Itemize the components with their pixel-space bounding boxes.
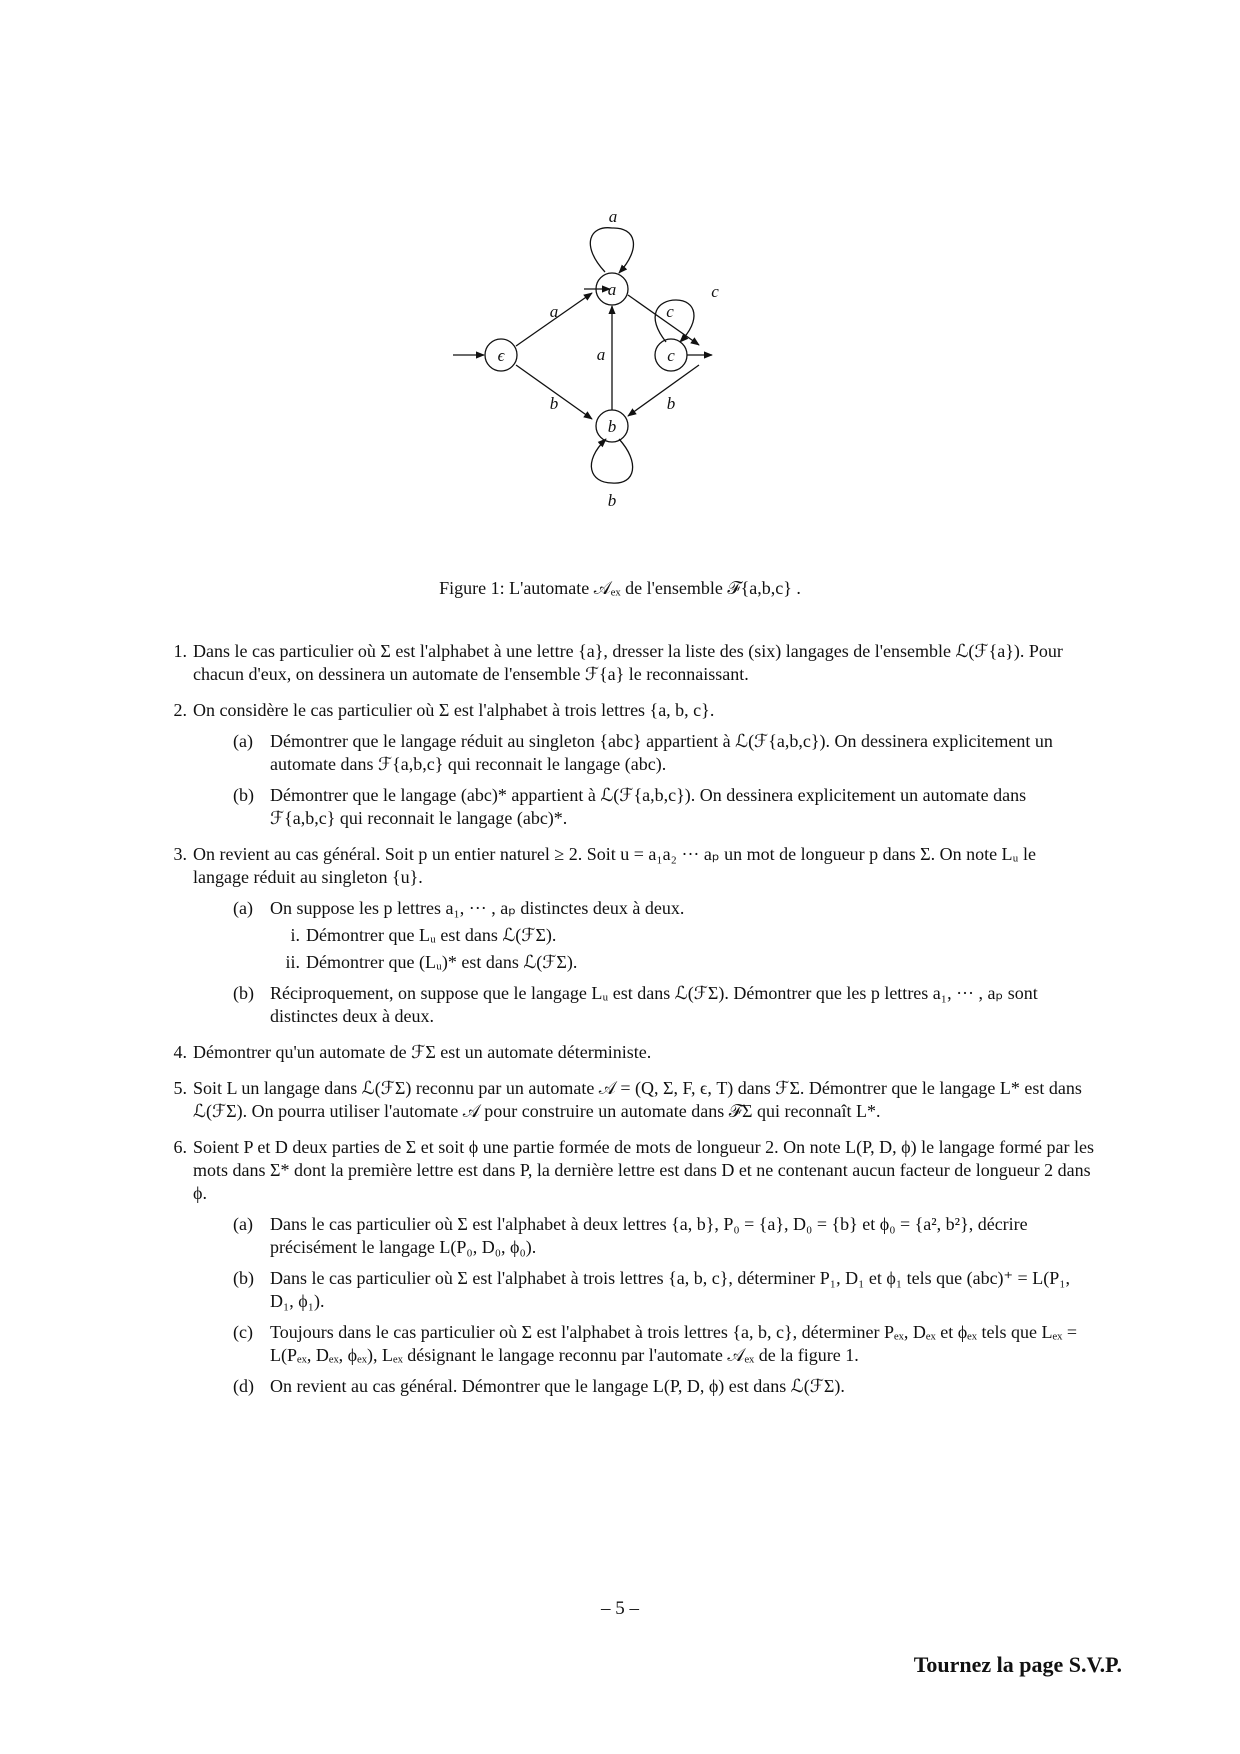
question-number: 4. xyxy=(173,1042,187,1062)
subquestion-text: On suppose les p lettres a₁, ··· , aₚ distinctes deux à deux. xyxy=(270,898,685,918)
question-text: Dans le cas particulier où Σ est l'alphabet à une lettre {a}, dresser la liste des (six) langages de l'ensemble ℒ(ℱ{a}). Pour chacun d'eux, on dessinera un automate de l'ensemble ℱ{a} le reconnaissant. xyxy=(193,641,1063,684)
question-text: Soient P et D deux parties de Σ et soit ϕ une partie formée de mots de longueur 2. On note L(P, D, ϕ) le langage formé par les mots dans Σ* dont la première lettre est dans P, la dernière lettre est dans D et ne contenant aucun facteur de longueur 2 dans ϕ. xyxy=(193,1137,1095,1203)
subquestion-label: (a) xyxy=(233,898,253,918)
subquestion-2b xyxy=(233,784,1095,830)
question-number: 6. xyxy=(173,1137,187,1157)
page-number: – 5 – xyxy=(601,1598,639,1619)
question-5 xyxy=(165,1077,1095,1123)
subquestion-3a-ii xyxy=(282,951,1095,974)
subquestion-text: Dans le cas particulier où Σ est l'alphabet à deux lettres {a, b}, P₀ = {a}, D₀ = {b} et ϕ₀ = {a², b²}, décrire précisément le langage L(P₀, D₀, ϕ₀). xyxy=(270,1214,1028,1257)
subquestion-label: (b) xyxy=(233,983,254,1003)
subsubquestion-text: Démontrer que Lᵤ est dans ℒ(ℱΣ). xyxy=(306,925,557,945)
question-number: 1. xyxy=(173,641,187,661)
subquestion-3b xyxy=(233,982,1095,1028)
automaton-figure xyxy=(440,207,800,565)
edge-label-loop-b: b xyxy=(607,491,617,510)
subquestion-2a xyxy=(233,730,1095,776)
edge-label-eps-b: b xyxy=(549,394,559,413)
subquestion-text: Toujours dans le cas particulier où Σ est l'alphabet à trois lettres {a, b, c}, déterminer Pₑₓ, Dₑₓ et ϕₑₓ tels que Lₑₓ = L(Pₑₓ, Dₑₓ, ϕₑₓ), Lₑₓ désignant le langage reconnu par l'automate 𝒜ₑₓ de la figure 1. xyxy=(270,1322,1077,1365)
question-number: 2. xyxy=(173,700,187,720)
subquestion-text: Démontrer que le langage réduit au singleton {abc} appartient à ℒ(ℱ{a,b,c}). On dessinera explicitement un automate dans ℱ{a,b,c} qui reconnait le langage (abc). xyxy=(270,731,1053,774)
state-a-label: a xyxy=(607,280,617,299)
state-b-label: b xyxy=(607,417,617,436)
figure-caption: Figure 1: L'automate 𝒜ₑₓ de l'ensemble ℱ{a,b,c} . xyxy=(439,578,801,598)
question-text: Soit L un langage dans ℒ(ℱΣ) reconnu par un automate 𝒜 = (Q, Σ, F, ϵ, T) dans ℱΣ. Démontrer que le langage L* est dans ℒ(ℱΣ). On pourra utiliser l'automate 𝒜 pour construire un automate dans ℱΣ qui reconnaît L*. xyxy=(193,1078,1082,1121)
question-text: Démontrer qu'un automate de ℱΣ est un automate déterministe. xyxy=(193,1042,652,1062)
edge-c-b xyxy=(628,365,699,416)
loop-a xyxy=(590,228,633,273)
subquestion-label: (a) xyxy=(233,731,253,751)
turn-page-note: Tournez la page S.V.P. xyxy=(913,1652,1122,1677)
subquestion-label: (c) xyxy=(233,1322,253,1342)
subsubquestion-label: i. xyxy=(290,925,300,945)
question-text: On considère le cas particulier où Σ est l'alphabet à trois lettres {a, b, c}. xyxy=(193,700,715,720)
edge-label-a-c: c xyxy=(666,302,674,321)
subquestion-text: On revient au cas général. Démontrer que le langage L(P, D, ϕ) est dans ℒ(ℱΣ). xyxy=(270,1376,845,1396)
question-3 xyxy=(165,843,1095,1028)
loop-b xyxy=(591,439,632,483)
subquestion-text: Dans le cas particulier où Σ est l'alphabet à trois lettres {a, b, c}, déterminer P₁, D₁ et ϕ₁ tels que (abc)⁺ = L(P₁, D₁, ϕ₁). xyxy=(270,1268,1070,1311)
subquestion-text: Réciproquement, on suppose que le langage Lᵤ est dans ℒ(ℱΣ). Démontrer que les p lettres a₁, ··· , aₚ sont distinctes deux à deux. xyxy=(270,983,1038,1026)
edge-label-loop-c: c xyxy=(711,282,719,301)
edge-label-eps-a: a xyxy=(549,302,559,321)
subquestion-6d xyxy=(233,1375,1095,1398)
edge-label-loop-a: a xyxy=(608,207,618,226)
subquestion-6b xyxy=(233,1267,1095,1313)
edge-label-c-b: b xyxy=(666,394,676,413)
question-number: 3. xyxy=(173,844,187,864)
subquestion-6c xyxy=(233,1321,1095,1367)
state-c-label: c xyxy=(667,346,675,365)
question-number: 5. xyxy=(173,1078,187,1098)
subquestion-3a-i xyxy=(282,924,1095,947)
question-2 xyxy=(165,699,1095,830)
subquestion-label: (b) xyxy=(233,785,254,805)
loop-c xyxy=(655,300,694,342)
subsubquestion-label: ii. xyxy=(285,952,300,972)
subquestion-6a xyxy=(233,1213,1095,1259)
question-text: On revient au cas général. Soit p un entier naturel ≥ 2. Soit u = a₁a₂ ··· aₚ un mot de longueur p dans Σ. On note Lᵤ le langage réduit au singleton {u}. xyxy=(193,844,1036,887)
question-1 xyxy=(165,640,1095,686)
state-eps-label: ϵ xyxy=(497,346,505,365)
question-6 xyxy=(165,1136,1095,1398)
edge-label-b-a: a xyxy=(596,345,606,364)
subquestion-text: Démontrer que le langage (abc)* appartient à ℒ(ℱ{a,b,c}). On dessinera explicitement un automate dans ℱ{a,b,c} qui reconnait le langage (abc)*. xyxy=(270,785,1027,828)
subquestion-label: (a) xyxy=(233,1214,253,1234)
question-4 xyxy=(165,1041,1095,1064)
subquestion-label: (b) xyxy=(233,1268,254,1288)
question-list xyxy=(165,640,1095,1411)
subsubquestion-text: Démontrer que (Lᵤ)* est dans ℒ(ℱΣ). xyxy=(306,952,578,972)
subquestion-label: (d) xyxy=(233,1376,254,1396)
subquestion-3a xyxy=(233,897,1095,974)
